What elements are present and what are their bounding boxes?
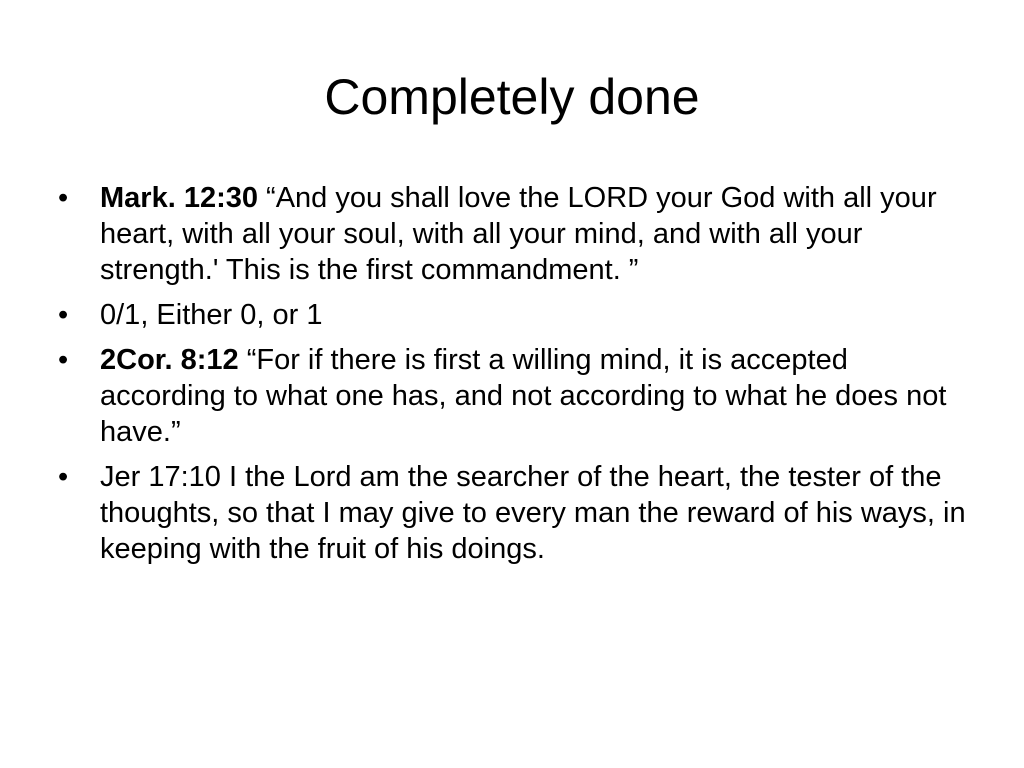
scripture-reference: Mark. 12:30: [100, 182, 258, 214]
bullet-item-mark: [58, 180, 978, 288]
bullet-text: 0/1, Either 0, or 1: [100, 299, 323, 331]
bullet-item-jeremiah: [58, 459, 978, 567]
bullet-item-corinthians: [58, 342, 978, 450]
bullet-dot-icon: •: [58, 344, 69, 376]
slide-title: Completely done: [324, 69, 700, 125]
bullet-text: “For if there is first a willing mind, it is accepted according to what one has, and not according to what he does not have.”: [100, 344, 947, 448]
bullet-item-binary: [58, 297, 978, 333]
bullet-text: “And you shall love the LORD your God with all your heart, with all your soul, with all your mind, and with all your strength.' This is the first commandment. ”: [100, 182, 937, 286]
bullet-list: [58, 180, 978, 576]
bullet-dot-icon: •: [58, 299, 69, 331]
bullet-dot-icon: •: [58, 182, 69, 214]
bullet-text: Jer 17:10 I the Lord am the searcher of the heart, the tester of the thoughts, so that I may give to every man the reward of his ways, in keeping with the fruit of his doings.: [100, 461, 966, 565]
scripture-reference: 2Cor. 8:12: [100, 344, 239, 376]
bullet-dot-icon: •: [58, 461, 69, 493]
